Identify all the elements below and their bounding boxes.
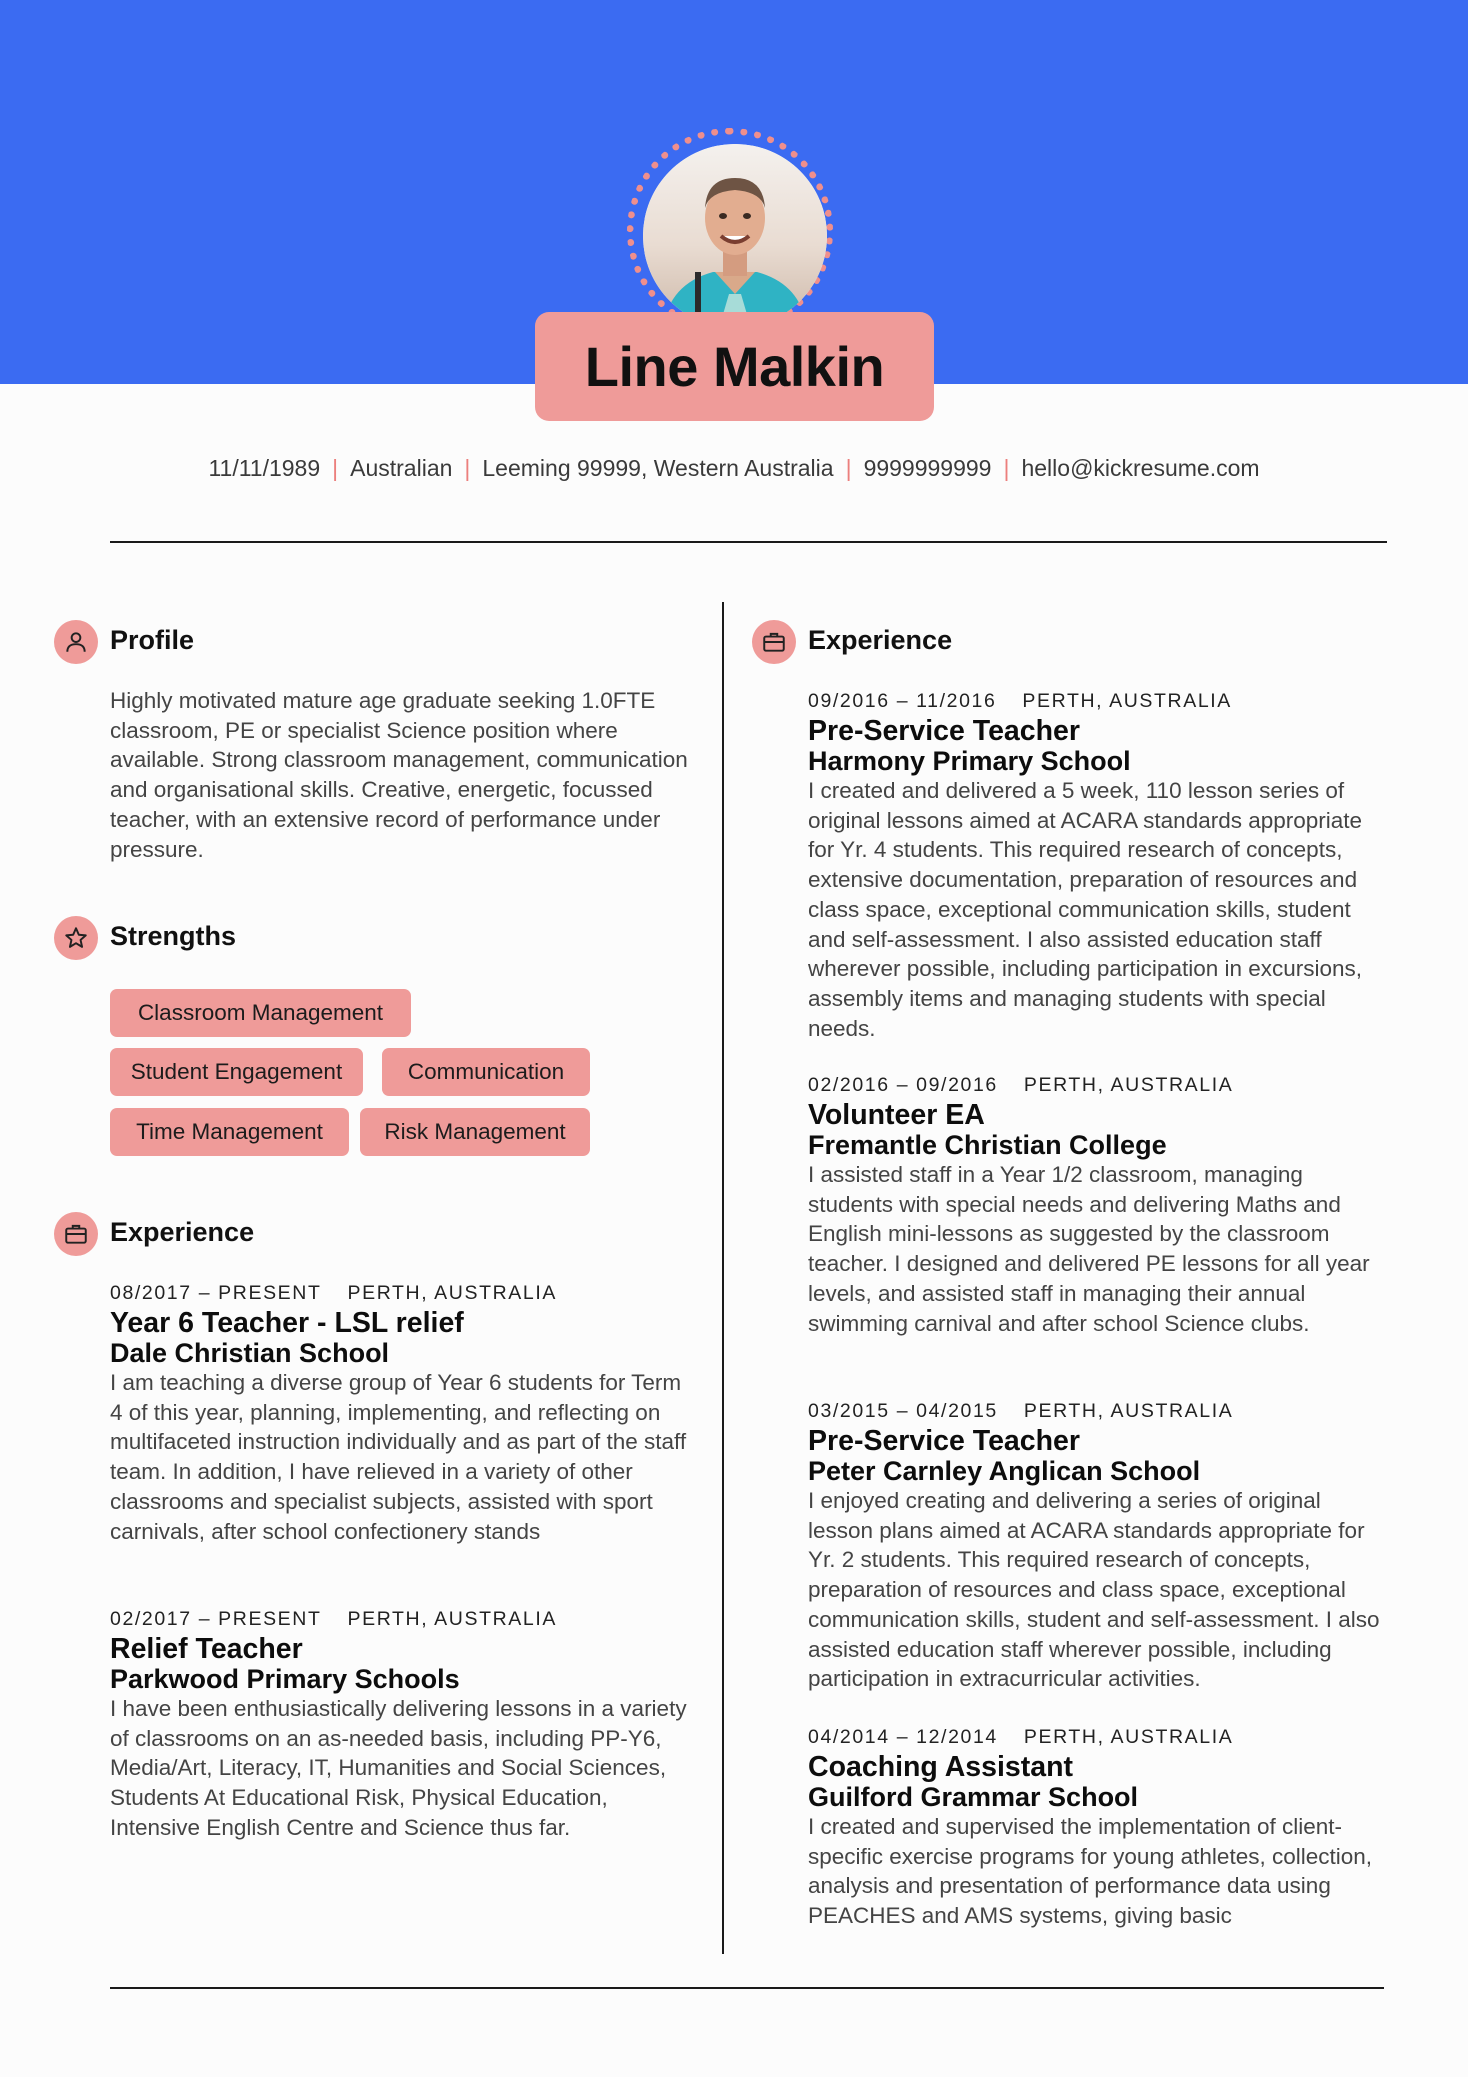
job-dates: 09/2016 – 11/2016	[808, 690, 997, 712]
strength-tag: Time Management	[110, 1108, 349, 1156]
job-description: I have been enthusiastically delivering lessons in a variety of classrooms on an as-needed basis, including PP-Y6, Media/Art, Literacy, IT, Humanities and Social Sciences, Students At Educational Risk, Physical Education, Intensive English Centre and Science thus far.	[110, 1696, 687, 1840]
avatar-photo	[643, 144, 827, 328]
job-description: I enjoyed creating and delivering a series of original lesson plans aimed at ACARA standards appropriate for Yr. 2 students. This required research of concepts, preparation of resources and class space, exceptional communication skills, student and self-assessment. I also assisted education staff wherever possible, including participation in extracurricular activities.	[808, 1488, 1380, 1692]
job-dates: 04/2014 – 12/2014	[808, 1726, 998, 1748]
job-location: PERTH, AUSTRALIA	[347, 1282, 557, 1304]
experience-title: Experience	[808, 625, 953, 655]
job-description: I created and delivered a 5 week, 110 lesson series of original lessons aimed at ACARA standards appropriate for Yr. 4 students. This required research of concepts, extensive documentation, preparation of resources and class space, exceptional communication skills, student and self-assessment. I also assisted education staff wherever possible, including participation in excursions, assembly items and managing students with special needs.	[808, 778, 1363, 1041]
contact-separator: |	[1003, 455, 1010, 481]
column-divider	[722, 602, 724, 1954]
experience-title: Experience	[110, 1217, 255, 1247]
name-box	[535, 312, 934, 421]
job-meta	[110, 1604, 690, 1634]
contact-phone: 9999999999	[863, 455, 992, 481]
job-dates: 08/2017 – PRESENT	[110, 1282, 322, 1304]
job-org: Fremantle Christian College	[808, 1130, 1167, 1160]
contact-separator: |	[332, 455, 339, 481]
strength-tag: Student Engagement	[110, 1048, 363, 1096]
strength-tag: Classroom Management	[110, 989, 411, 1037]
contact-nationality: Australian	[350, 455, 453, 481]
person-icon	[54, 620, 98, 664]
job-location: PERTH, AUSTRALIA	[1022, 690, 1232, 712]
job-org: Harmony Primary School	[808, 746, 1131, 776]
job-meta	[110, 1278, 690, 1308]
job-org: Dale Christian School	[110, 1338, 390, 1368]
strength-tag: Communication	[382, 1048, 590, 1096]
job-title: Volunteer EA	[808, 1099, 985, 1131]
job-entry	[808, 686, 1388, 1043]
contact-line	[0, 455, 1468, 482]
briefcase-icon	[752, 620, 796, 664]
job-dates: 02/2016 – 09/2016	[808, 1074, 998, 1096]
job-description: I assisted staff in a Year 1/2 classroom, managing students with special needs and delivering Maths and English mini-lessons as suggested by the classroom teacher. I designed and delivered PE lessons for all year levels, and assisted staff in managing their annual swimming carnival and after school Science clubs.	[808, 1162, 1370, 1336]
contact-address: Leeming 99999, Western Australia	[482, 455, 834, 481]
job-meta	[808, 1396, 1388, 1426]
job-dates: 02/2017 – PRESENT	[110, 1608, 322, 1630]
job-title: Year 6 Teacher - LSL relief	[110, 1307, 464, 1339]
job-meta	[808, 1722, 1388, 1752]
contact-separator: |	[845, 455, 852, 481]
job-entry	[808, 1070, 1388, 1338]
contact-dob: 11/11/1989	[208, 455, 321, 481]
job-title: Pre-Service Teacher	[808, 1425, 1080, 1457]
contact-separator: |	[464, 455, 471, 481]
job-entry	[110, 1604, 690, 1843]
job-title: Coaching Assistant	[808, 1751, 1073, 1783]
job-dates: 03/2015 – 04/2015	[808, 1400, 998, 1422]
briefcase-icon	[54, 1212, 98, 1256]
job-title: Relief Teacher	[110, 1633, 303, 1665]
profile-text: Highly motivated mature age graduate seeking 1.0FTE classroom, PE or specialist Science position where available. Strong classroom management, communication and organisational skills. Creative, energetic, focussed teacher, with an extensive record of performance under pressure.	[110, 688, 688, 862]
job-location: PERTH, AUSTRALIA	[347, 1608, 557, 1630]
job-meta	[808, 1070, 1388, 1100]
divider-top	[110, 541, 1387, 543]
job-entry	[808, 1396, 1388, 1694]
contact-email: hello@kickresume.com	[1021, 455, 1260, 481]
strength-tag: Risk Management	[360, 1108, 590, 1156]
job-org: Guilford Grammar School	[808, 1782, 1139, 1812]
job-location: PERTH, AUSTRALIA	[1023, 1074, 1234, 1096]
strengths-title: Strengths	[110, 921, 237, 951]
job-org: Parkwood Primary Schools	[110, 1664, 460, 1694]
job-org: Peter Carnley Anglican School	[808, 1456, 1201, 1486]
job-location: PERTH, AUSTRALIA	[1023, 1726, 1234, 1748]
star-icon	[54, 916, 98, 960]
job-description: I created and supervised the implementation of client-specific exercise programs for young athletes, collection, analysis and presentation of performance data using PEACHES and AMS systems, giving basic	[808, 1814, 1373, 1929]
job-meta	[808, 686, 1388, 716]
job-entry	[110, 1278, 690, 1546]
divider-bottom	[110, 1987, 1384, 1989]
job-entry	[808, 1722, 1388, 1931]
candidate-name: Line Malkin	[584, 335, 885, 398]
job-description: I am teaching a diverse group of Year 6 students for Term 4 of this year, planning, implementing, and reflecting on multifaceted instruction individually and as part of the staff team. In addition, I have relieved in a variety of other classrooms and specialist subjects, assisted with sport carnivals, after school confectionery stands	[110, 1370, 687, 1544]
avatar	[643, 144, 827, 328]
job-location: PERTH, AUSTRALIA	[1023, 1400, 1234, 1422]
profile-title: Profile	[110, 625, 195, 655]
job-title: Pre-Service Teacher	[808, 715, 1080, 747]
